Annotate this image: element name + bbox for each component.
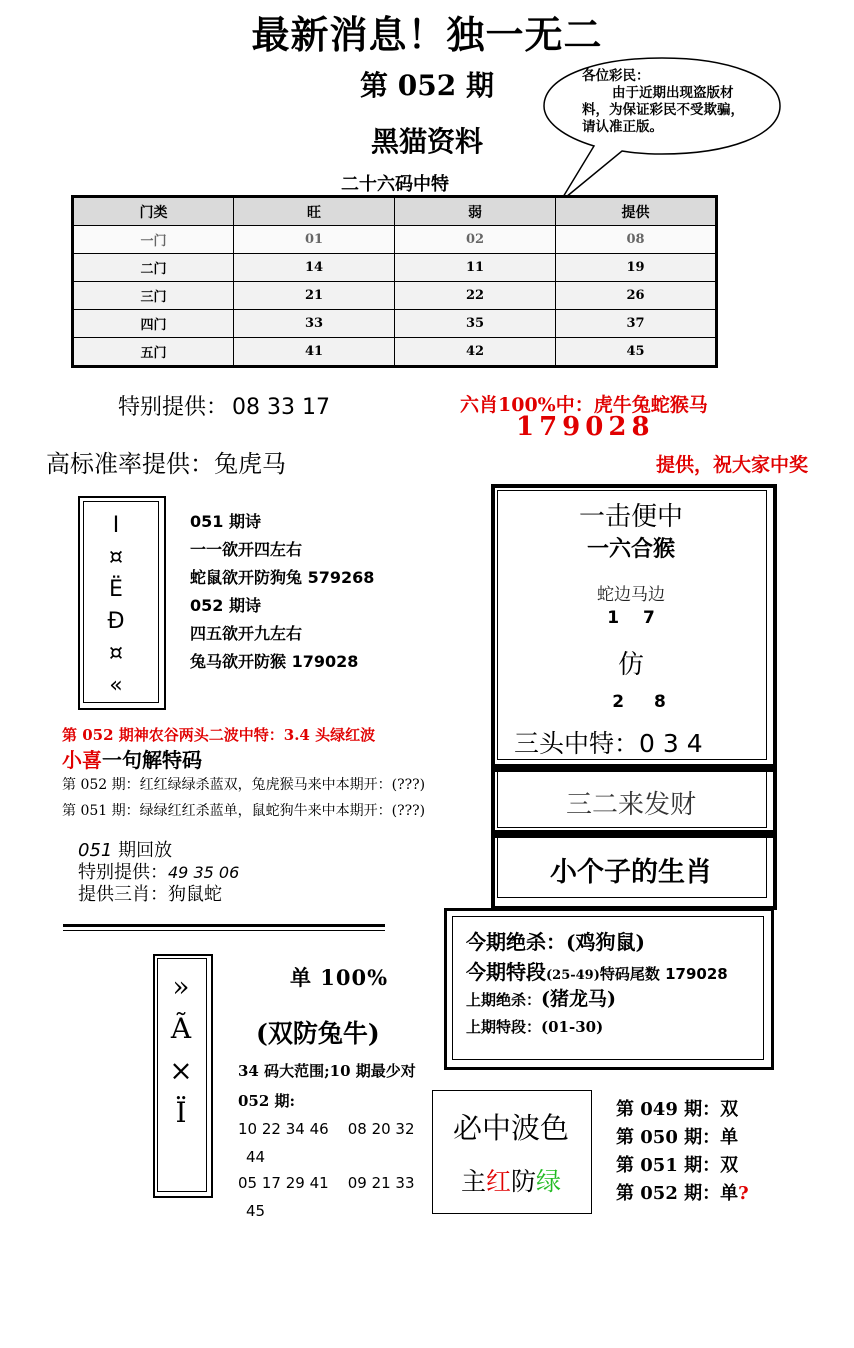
table-cell: 11 <box>395 254 556 282</box>
list-item <box>616 1152 749 1180</box>
header-provide: 提供 <box>556 197 717 226</box>
range-row: 10 22 34 46 08 20 32 <box>238 1120 415 1138</box>
poem-glyph: Đ <box>107 609 125 634</box>
table-row <box>73 338 717 367</box>
headline: 最新消息！独一无二 <box>251 12 603 57</box>
divider <box>63 924 385 927</box>
table-cell: 08 <box>556 226 717 254</box>
table-header-row <box>73 197 717 226</box>
bubble-body: 由于近期出现盗版材料，为保证彩民不受欺骗，请认准正版。 <box>582 85 744 135</box>
wave-title: 必中波色 <box>452 1111 569 1145</box>
code-table <box>71 195 718 368</box>
accuracy-label: 高标准率提供： <box>46 450 214 478</box>
replay-three-value: 狗鼠蛇 <box>168 884 222 905</box>
riddle-line-051: 第 051 期：绿绿红红杀蓝单，鼠蛇狗牛来中本期开：(???) <box>62 803 426 819</box>
shennong-line: 第 052 期神农谷两头二波中特：3.4 头绿红波 <box>62 726 376 744</box>
issue-value: 双 <box>720 1099 739 1120</box>
wave-fang: 防 <box>511 1167 537 1196</box>
replay-title-rest: 期回放 <box>118 840 173 861</box>
hit-subtitle: 一六合猴 <box>586 536 675 562</box>
range-row: 05 17 29 41 09 21 33 <box>238 1174 415 1192</box>
table-cell: 一门 <box>73 226 234 254</box>
list-item <box>616 1124 749 1152</box>
poem-glyph: « <box>109 673 123 698</box>
source-title: 黑猫资料 <box>370 125 483 158</box>
riddle-title <box>62 744 202 773</box>
table-cell: 26 <box>556 282 717 310</box>
riddle-title-rest: 一句解特码 <box>102 748 202 772</box>
single-100: 单 100% <box>290 965 389 990</box>
kill-line-last-segment: 上期特段：(01-30) <box>466 1018 604 1036</box>
replay-special-value: 49 35 06 <box>168 863 240 882</box>
table-row <box>73 282 717 310</box>
table-cell: 45 <box>556 338 717 367</box>
range-row: 45 <box>246 1202 266 1220</box>
poem-line: 051 期诗 <box>190 512 261 531</box>
table-cell: 33 <box>234 310 395 338</box>
riddle-line-052: 第 052 期：红红绿绿杀蓝双，兔虎猴马来中本期开：(???) <box>62 777 426 793</box>
replay-special-label: 特别提供： <box>78 862 168 883</box>
replay-title-num: 051 <box>78 840 113 861</box>
table-cell: 三门 <box>73 282 234 310</box>
glyph: × <box>169 1054 193 1087</box>
hit-numbers-2: 2 8 <box>612 692 666 712</box>
range-row: 44 <box>246 1148 266 1166</box>
issue-number: 第 052 期 <box>360 69 494 102</box>
issue-value: 单 <box>720 1183 739 1204</box>
special-provide <box>118 390 330 421</box>
glyph-column <box>157 966 205 1134</box>
issue-label: 第 049 期： <box>616 1099 721 1120</box>
range-note: 34 码大范围;10 期最少对 <box>238 1062 416 1080</box>
three-head-special: 三头中特：0 3 4 <box>514 729 703 758</box>
divider <box>63 930 385 931</box>
poem-glyph: Ë <box>109 577 123 602</box>
kill-segment-tail: 特码尾数 179028 <box>599 965 728 983</box>
table-row <box>73 226 717 254</box>
poem-line: 蛇鼠欲开防狗兔 579268 <box>190 568 375 587</box>
table-cell: 四门 <box>73 310 234 338</box>
hit-numbers-1: 1 7 <box>607 608 655 628</box>
issue-mark: ? <box>738 1183 749 1204</box>
poem-glyphs <box>96 510 136 702</box>
replay-three <box>78 884 239 906</box>
issue-value: 双 <box>720 1155 739 1176</box>
wave-red: 红 <box>485 1167 511 1196</box>
poem-line: 052 期诗 <box>190 596 261 615</box>
issue-list <box>616 1096 749 1208</box>
replay-block <box>78 840 239 906</box>
replay-special <box>78 862 239 884</box>
three-two-text: 三二来发财 <box>565 790 696 820</box>
table-subtitle: 二十六码中特 <box>341 174 449 195</box>
glyph: Ã <box>170 1012 192 1045</box>
kill-line-last <box>466 984 616 1011</box>
table-cell: 19 <box>556 254 717 282</box>
small-guy-text: 小个子的生肖 <box>550 857 712 888</box>
kill-last-label: 上期绝杀： <box>466 991 542 1009</box>
table-cell: 五门 <box>73 338 234 367</box>
bubble-text <box>582 68 752 148</box>
wave-green: 绿 <box>536 1167 562 1196</box>
table-cell: 35 <box>395 310 556 338</box>
kill-last-value: (猪龙马) <box>541 988 616 1010</box>
kill-segment-label: 今期特段 <box>466 960 546 984</box>
bubble-greeting: 各位彩民： <box>582 68 650 84</box>
list-item <box>616 1096 749 1124</box>
table-cell: 01 <box>234 226 395 254</box>
poem-glyph: ¤ <box>109 641 123 666</box>
issue-label: 第 051 期： <box>616 1155 721 1176</box>
wave-subtitle <box>432 1162 590 1198</box>
special-value: 08 33 17 <box>232 395 330 420</box>
header-weak: 弱 <box>395 197 556 226</box>
poem-glyph: ¤ <box>109 545 123 570</box>
poem-lines <box>190 508 374 676</box>
table-row <box>73 310 717 338</box>
poem-line: 四五欲开九左右 <box>190 624 303 643</box>
table-cell: 42 <box>395 338 556 367</box>
poem-glyph: I <box>112 513 120 538</box>
table-cell: 22 <box>395 282 556 310</box>
table-cell: 二门 <box>73 254 234 282</box>
hit-title: 一击便中 <box>578 502 683 532</box>
glyph: » <box>172 970 190 1003</box>
six-zodiac-line: 六肖100%中：虎牛兔蛇猴马 <box>460 394 708 416</box>
glyph: Ï <box>175 1096 187 1129</box>
table-cell: 21 <box>234 282 395 310</box>
table-row <box>73 254 717 282</box>
issue-label: 第 050 期： <box>616 1127 721 1148</box>
accuracy-provide <box>46 444 286 479</box>
wave-main: 主 <box>460 1167 486 1196</box>
replay-title <box>78 840 239 862</box>
header-category: 门类 <box>73 197 234 226</box>
wish-text: 提供，祝大家中奖 <box>656 454 809 476</box>
kill-line-current: 今期绝杀：(鸡狗鼠) <box>466 930 645 954</box>
issue-label: 第 052 期： <box>616 1183 721 1204</box>
list-item <box>616 1180 749 1208</box>
poem-line: 一一欲开四左右 <box>190 540 303 559</box>
issue-value: 单 <box>720 1127 739 1148</box>
kill-segment-range: (25-49) <box>546 968 600 983</box>
table-cell: 37 <box>556 310 717 338</box>
table-cell: 02 <box>395 226 556 254</box>
accuracy-value: 兔虎马 <box>214 450 286 478</box>
header-strong: 旺 <box>234 197 395 226</box>
double-guard: (双防兔牛) <box>256 1019 380 1048</box>
table-cell: 41 <box>234 338 395 367</box>
six-zodiac-number: 179028 <box>516 412 655 442</box>
special-label: 特别提供： <box>118 395 229 420</box>
hit-fang: 仿 <box>617 650 644 680</box>
riddle-title-red: 小喜 <box>62 748 102 772</box>
range-issue: 052 期: <box>238 1092 296 1110</box>
poem-line: 兔马欲开防猴 179028 <box>190 652 359 671</box>
replay-three-label: 提供三肖： <box>78 884 168 905</box>
table-cell: 14 <box>234 254 395 282</box>
hit-side: 蛇边马边 <box>597 585 665 605</box>
kill-line-segment <box>466 956 728 985</box>
